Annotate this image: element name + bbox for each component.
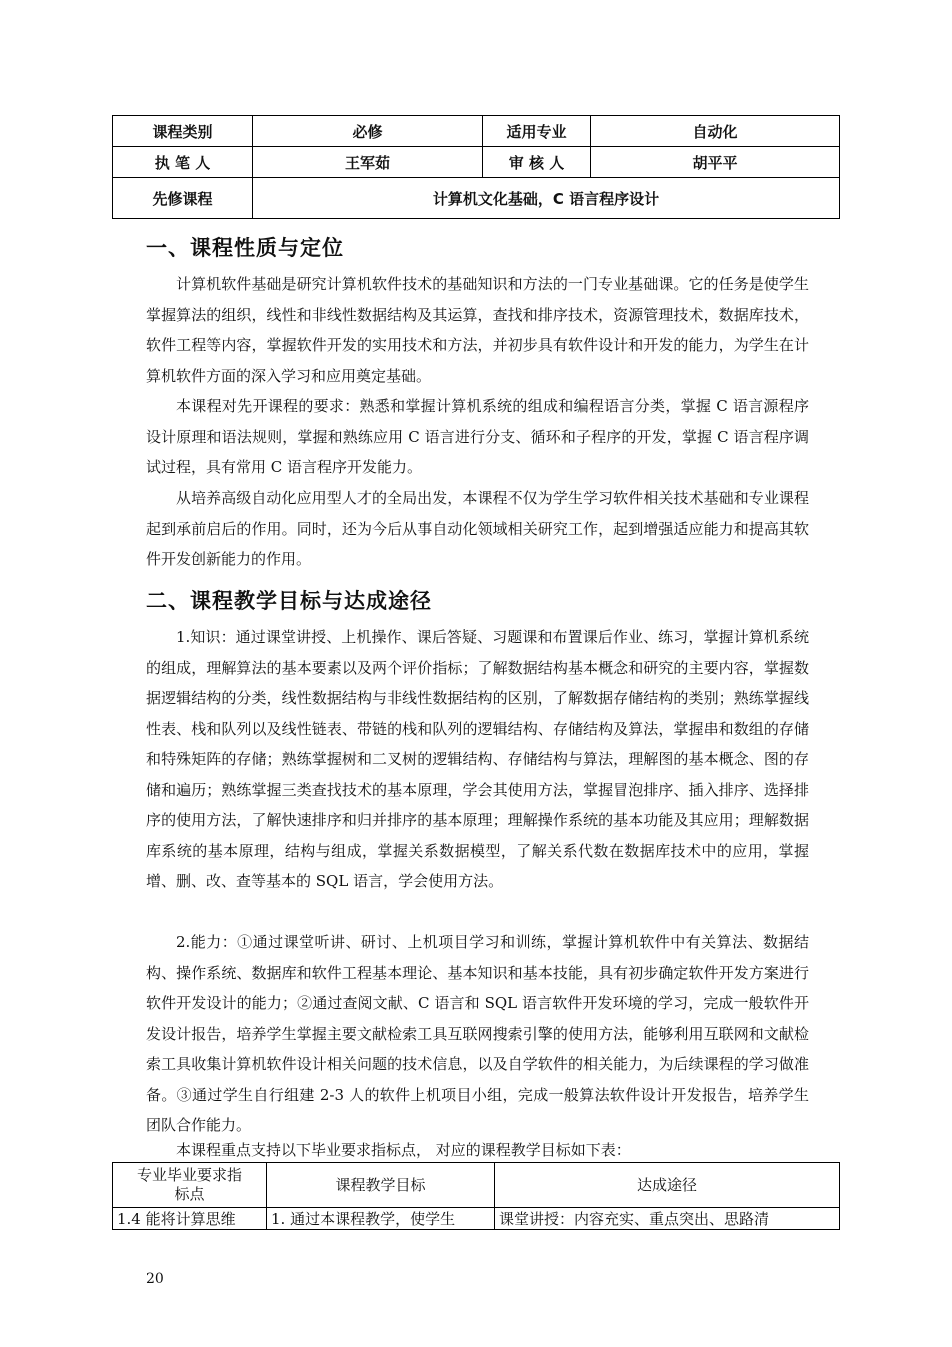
column-header: 课程教学目标 (267, 1163, 495, 1208)
page-number: 20 (146, 1271, 164, 1287)
table-header-row (113, 1163, 840, 1208)
info-cell: 自动化 (591, 116, 840, 147)
info-cell: 课程类别 (113, 116, 253, 147)
column-header: 达成途径 (495, 1163, 840, 1208)
table-intro: 本课程重点支持以下毕业要求指标点， 对应的课程教学目标如下表： (176, 1141, 631, 1159)
section-heading: 二、课程教学目标与达成途径 (146, 589, 432, 613)
table-cell: 课堂讲授：内容充实、重点突出、思路清 (495, 1208, 840, 1230)
paragraph: 本课程对先开课程的要求：熟悉和掌握计算机系统的组成和编程语言分类，掌握 C 语言源程序设计原理和语法规则，掌握和熟练应用 C 语言进行分支、循环和子程序的开发，掌握 C 语言程序调试过程，具有常用 C 语言程序开发能力。 (146, 397, 809, 476)
info-row (113, 178, 840, 219)
paragraph: 2.能力：①通过课堂听讲、研讨、上机项目学习和训练，掌握计算机软件中有关算法、数据结构、操作系统、数据库和软件工程基本理论、基本知识和基本技能，具有初步确定软件开发方案进行软件开发设计的能力；②通过查阅文献、C 语言和 SQL 语言软件开发环境的学习，完成一般软件开发设计报告，培养学生掌握主要文献检索工具互联网搜索引擎的使用方法，能够利用互联网和文献检索工具收集计算机软件设计相关问题的技术信息，以及自学软件的相关能力，为后续课程的学习做准备。③通过学生自行组建 2-3 人的软件上机项目小组，完成一般算法软件设计开发报告，培养学生团队合作能力。 (146, 933, 809, 1134)
info-cell: 必修 (253, 116, 483, 147)
info-cell: 先修课程 (113, 178, 253, 219)
column-header: 专业毕业要求指标点 (113, 1163, 267, 1208)
info-cell: 适用专业 (483, 116, 591, 147)
info-cell: 审 核 人 (483, 147, 591, 178)
course-info-table (112, 115, 840, 219)
table-cell: 1. 通过本课程教学，使学生 (267, 1208, 495, 1230)
table-cell: 1.4 能将计算思维 (113, 1208, 267, 1230)
info-cell: 王军茹 (253, 147, 483, 178)
goals-table (112, 1162, 840, 1230)
paragraph: 从培养高级自动化应用型人才的全局出发，本课程不仅为学生学习软件相关技术基础和专业课程起到承前启后的作用。同时，还为今后从事自动化领域相关研究工作，起到增强适应能力和提高其软件开发创新能力的作用。 (146, 489, 809, 568)
paragraph: 1.知识：通过课堂讲授、上机操作、课后答疑、习题课和布置课后作业、练习，掌握计算机系统的组成，理解算法的基本要素以及两个评价指标；了解数据结构基本概念和研究的主要内容，掌握数据逻辑结构的分类，线性数据结构与非线性数据结构的区别，了解数据存储结构的类别；熟练掌握线性表、栈和队列以及线性链表、带链的栈和队列的逻辑结构、存储结构及算法，掌握串和数组的存储和特殊矩阵的存储；熟练掌握树和二叉树的逻辑结构、存储结构与算法，理解图的基本概念、图的存储和遍历；熟练掌握三类查找技术的基本原理，学会其使用方法，掌握冒泡排序、插入排序、选择排序的使用方法，了解快速排序和归并排序的基本原理；理解操作系统的基本功能及其应用；理解数据库系统的基本原理，结构与组成，掌握关系数据模型，了解关系代数在数据库技术中的应用，掌握增、删、改、查等基本的 SQL 语言，学会使用方法。 (146, 628, 809, 890)
info-cell: 胡平平 (591, 147, 840, 178)
table-row (113, 1208, 840, 1230)
info-row (113, 147, 840, 178)
prerequisite-courses: 计算机文化基础，C 语言程序设计 (253, 178, 840, 219)
paragraph: 计算机软件基础是研究计算机软件技术的基础知识和方法的一门专业基础课。它的任务是使学生掌握算法的组织，线性和非线性数据结构及其运算，查找和排序技术，资源管理技术，数据库技术，软件工程等内容，掌握软件开发的实用技术和方法，并初步具有软件设计和开发的能力，为学生在计算机软件方面的深入学习和应用奠定基础。 (146, 275, 809, 385)
section-heading: 一、课程性质与定位 (146, 236, 344, 260)
info-cell: 执 笔 人 (113, 147, 253, 178)
info-row (113, 116, 840, 147)
